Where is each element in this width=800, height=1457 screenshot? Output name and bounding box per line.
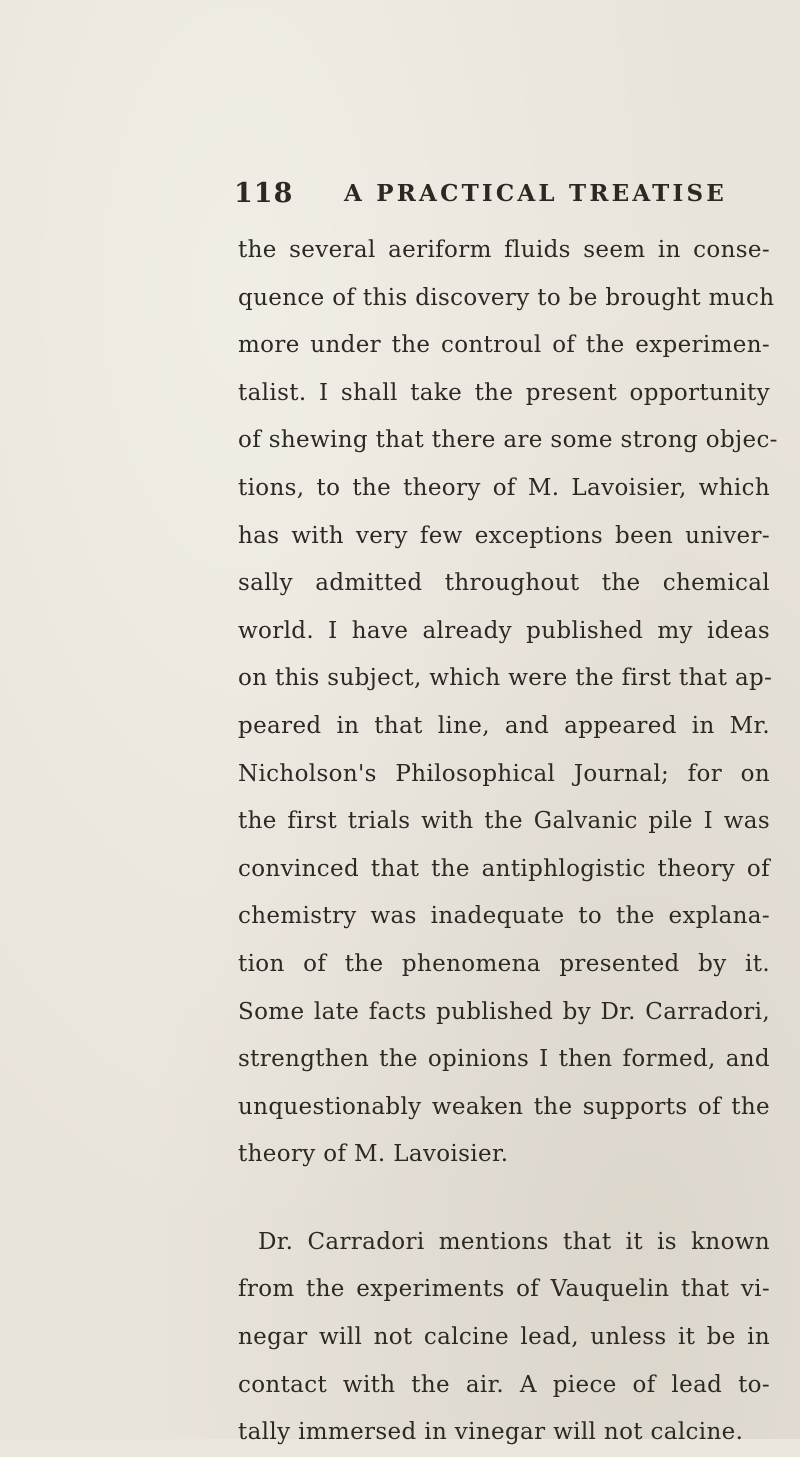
text-line: theory of M. Lavoisier. [238, 1141, 509, 1168]
text-line: contact with the air. A piece of lead to- [238, 1371, 770, 1398]
text-line: Some late facts published by Dr. Carradori, [238, 998, 770, 1025]
text-line: peared in that line, and appeared in Mr. [238, 712, 770, 739]
text-line: the first trials with the Galvanic pile I was [238, 808, 770, 835]
text-line: tally immersed in vinegar will not calcine. [238, 1419, 744, 1446]
text-line: on this subject, which were the first that ap- [238, 665, 773, 692]
text-line: world. I have already published my ideas [238, 617, 770, 644]
text-line: talist. I shall take the present opportunity [238, 379, 770, 406]
text-line: of shewing that there are some strong objec- [238, 427, 778, 454]
text-line: tions, to the theory of M. Lavoisier, which [238, 474, 770, 501]
page-number: 118 [234, 178, 294, 209]
paragraph-2 [238, 1219, 770, 1457]
running-head [234, 178, 794, 218]
text-line: chemistry was inadequate to the explana- [238, 903, 770, 930]
text-line: Nicholson's Philosophical Journal; for on [238, 760, 770, 787]
text-line: convinced that the antiphlogistic theory of [238, 855, 770, 882]
text-line: sally admitted throughout the chemical [238, 570, 770, 597]
text-line: quence of this discovery to be brought much [238, 284, 775, 311]
text-line: more under the controul of the experimen- [238, 332, 770, 359]
running-title: A PRACTICAL TREATISE [344, 180, 727, 207]
text-line: strengthen the opinions I then formed, and [238, 1046, 770, 1073]
paragraph-1 [238, 227, 778, 1179]
text-line: tion of the phenomena presented by it. [238, 950, 770, 977]
text-line: from the experiments of Vauquelin that vi- [238, 1276, 770, 1303]
paragraph-gap [238, 1179, 770, 1219]
text-line: unquestionably weaken the supports of the [238, 1093, 770, 1120]
text-line: the several aeriform fluids seem in conse- [238, 237, 770, 263]
body-text [238, 227, 778, 1457]
text-line: has with very few exceptions been univer- [238, 522, 770, 549]
text-line: negar will not calcine lead, unless it be in [238, 1324, 770, 1351]
text-line: Dr. Carradori mentions that it is known [258, 1228, 770, 1255]
